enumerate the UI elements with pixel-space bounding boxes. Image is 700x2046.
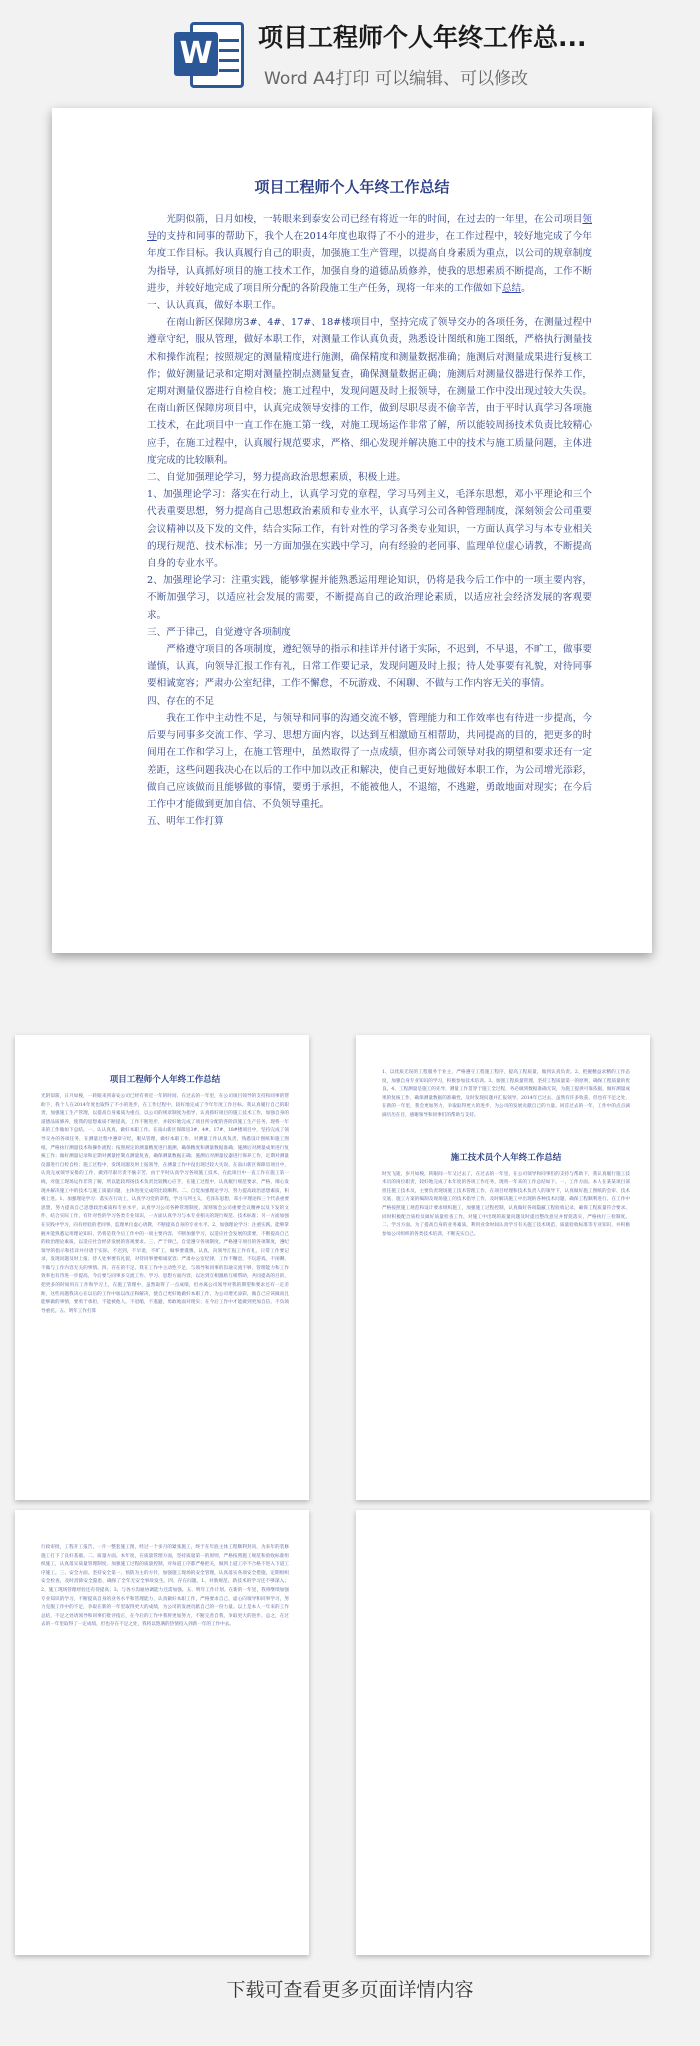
thumbnail-text: 时光飞逝，岁月如梭，转眼间一年又过去了，在过去的一年里，在公司领导和同事们的支持与帮助下，我认真履行施工技术员的岗位职责，较好地完成了本年度的各项工作任务，现将一年来的工作总结如下。一、工作方面。本人在某某项目部担任施工技术员，主要负责现场施工技术管理工作，在项目经理和技术负责人的领导下，认真做好施工图纸的会审、技术交底、施工方案的编制及现场施工的技术指导工作，及时解决施工中出现的各种技术问题，确保工程顺利进行。在工作中严格按照施工规范和设计要求组织施工，加强施工过程控制，认真做好各项隐蔽工程验收记录，确保工程质量符合要求。同时积极配合质检员做好质量检查工作，对施工中出现的质量问题及时提出整改意见并督促落实，严格执行三检制度。二、学习方面。为了提高自身的业务素质，利用业余时间认真学习有关施工技术规范、质量验收标准等专业知识，并积极参加公司组织的各类技术培训，不断充实自己。 <box>382 1171 630 1237</box>
paragraph-text: 的支持和同事的帮助下，我个人在2014年度也取得了不小的进步，在工作过程中，较好地完成了今年年度工作目标。我认真履行自己的职责，加强施工生产管理，以提高自身素质为重点，以公司的规章制度为指导，认真抓好项目的施工技术工作，加强自身的道德品质修养，使我的思想素质不断提高，工作不断进步，并较好地完成了项目所分配的各阶段施工生产任务，现将一年来的工作做如下 <box>147 231 592 294</box>
paragraph-text: 严格遵守项目的各项制度，遵纪领导的指示和挂详并付诸于实际，不迟到，不早退，不旷工，做事要谨慎，认真，向领导汇报工作有礼，日常工作要记录，发现问题及时上报；待人处事要有礼貌，对待同事要相诚宽容；严肃办公室纪律，工作不懈怠，不玩游戏、不闲聊、不做与工作内容无关的事情。 <box>147 644 592 690</box>
document-paragraph <box>147 693 592 710</box>
paragraph-text: 1、加强理论学习：落实在行动上，认真学习党的章程，学习马列主义，毛泽东思想，邓小平理论和三个代表重要思想，努力提高自己思想政治素质和专业水平，认真学习公司各种管理制度，深刻领会公司重要会议精神以及下发的文件，结合实际工作，有针对性的学习各类专业知识，一方面认真学习与本专业相关的现行规范、技术标准；另一方面加强在实践中学习，向有经验的老同事、监理单位虚心请教，不断提高自身的专业水平。 <box>147 489 592 570</box>
thumbnail-text: 行政审批，工程开工报告，一片一整套施工图，经过一个多月的紧张施工，终于在年底主体工程顺利封顶，为来年的装修施工打下了良好基础。二、质量方面。本年度，在质量管理方面，坚持质量第一的原则，严格按照施工规范和验收标准组织施工，认真落实质量管理制度，加强施工过程的质量控制，对每道工序都严格把关，做到上道工序不合格不进入下道工序施工。三、安全方面。坚持安全第一、预防为主的方针，加强施工现场的安全管理，认真落实各项安全措施，定期组织安全检查，及时消除安全隐患，确保了全年无安全事故发生。四、存在问题。1、对新规范、新技术的学习还不够深入；2、施工现场管理经验还有待提高；3、与各方沟通协调能力还需加强。五、明年工作计划。在新的一年里，我将继续加强专业知识的学习，不断提高自身的业务水平和管理能力，认真做好本职工作，严格要求自己，虚心向领导和同事学习，努力克服工作中的不足，争取在新的一年里取得更大的成绩，为公司的发展贡献自己的一份力量。以上是本人一年来的工作总结，不足之处请领导和同事们批评指正，在今后的工作中我将更加努力，不断完善自我，争取更大的进步。总之，在过去的一年里取得了一定成绩，但也存在不足之处，我将以饱满的热情投入到新一年的工作中去。 <box>41 1545 289 1628</box>
thumbnail-title: 项目工程师个人年终工作总结 <box>109 1075 221 1085</box>
document-paragraph <box>147 469 592 486</box>
page-title: 项目工程师个人年终工作总... <box>258 23 587 52</box>
document-body <box>147 211 592 830</box>
thumbnail-text: 光阴似箭，日月如梭，一转眼来到泰安公司已经有将近一年的时间，在过去的一年里，在公司项目领导的支持和同事的帮助下，我个人在2014年度也取得了不小的进步，在工作过程中，较好地完成了今年年度工作目标。我认真履行自己的职责，加强施工生产管理，以提高自身素质为重点，以公司的规章制度为指导，认真抓好项目的施工技术工作，加强自身的道德品质修养，使我的思想素质不断提高，工作不断进步，并较好地完成了项目所分配的各阶段施工生产任务，现将一年来的工作做如下总结。一、认认真真，做好本职工作。在南山新区保障房3#、4#、17#、18#楼项目中，坚持完成了领导交办的各项任务，在测量过程中遵章守纪，服从管理，做好本职工作，对测量工作认真负责，熟悉设计图纸和施工图纸，严格执行测量技术和操作流程；按照规定的测量精度进行施测，确保精度和测量数据准确；施测后对测量成果进行复核工作；做好测量记录和定期对测量控制点测量复查，确保测量数据正确；施测后对测量仪器进行保养工作，定期对测量仪器进行自检自校；施工过程中，发现问题及时上报领导，在测量工作中没出现过较大失误。在南山新区保障房项目中，认真完成领导安排的工作，做到尽职尽责不偷辛苦，由于平时认真学习各项施工技术，在此项目中一直工作在施工第一线，对施工现场运作非常了解，所以能较周扬技术负责比较精心应手，在施工过程中，认真履行规范要求，严格、细心发现并解决施工中的技术与施工质量问题，主体进度完成的比较顺利。二、自觉加强理论学习，努力提高政治思想素质，积极上进。1、加强理论学习：落实在行动上，认真学习党的章程，学习马列主义，毛泽东思想，邓小平理论和三个代表重要思想，努力提高自己思想政治素质和专业水平，认真学习公司各种管理制度，深刻领会公司重要会议精神以及下发的文件，结合实际工作，有针对性的学习各类专业知识，一方面认真学习与本专业相关的现行规范、技术标准；另一方面加强在实践中学习，向有经验的老同事、监理单位虚心请教，不断提高自身的专业水平。2、加强理论学习：注重实践，能够掌握并能熟悉运用理论知识，仍将是我今后工作中的一项主要内容，不断加强学习，以适应社会发展的需要，不断提高自己的政治理论素质，以适应社会经济发展的客观要求。三、严于律己，自觉遵守各项制度。严格遵守项目的各项制度，遵纪领导的指示和挂详并付诸于实际，不迟到，不早退，不旷工，做事要谨慎，认真，向领导汇报工作有礼，日常工作要记录，发现问题及时上报；待人处事要有礼貌，对待同事要相诚宽容；严肃办公室纪律，工作不懈怠，不玩游戏、不闲聊、不做与工作内容无关的事情。四、存在的不足。我在工作中主动性不足，与领导和同事的沟通交流不够，管理能力和工作效率也有待进一步提高，今后要与同事多交流工作、学习、思想方面内容，以达到互相激励互相帮助，共同提高的目的，把更多的时间用在工作和学习上，在施工管理中，虽然取得了一点成绩，但亦离公司领导对我的期望和要求还有一定差距，这些问题我决心在以后的工作中加以改正和解决，使自己更好地做好本职工作，为公司增光添彩，做自己应该做而且能够做的事情，要勇于承担，不能被他人，不退缩，不逃避，勇敢地面对现实；在今后工作中才能做到更加自信、不负领导重托。五、明年工作打算 <box>41 1094 289 1314</box>
document-paragraph <box>147 297 592 314</box>
header <box>0 0 700 90</box>
paragraph-text: 我在工作中主动性不足，与领导和同事的沟通交流不够，管理能力和工作效率也有待进一步提高，今后要与同事多交流工作、学习、思想方面内容，以达到互相激励互相帮助，共同提高的目的，把更多的时间用在工作和学习上，在施工管理中，虽然取得了一点成绩，但亦离公司领导对我的期望和要求还有一定差距，这些问题我决心在以后的工作中加以改正和解决，使自己更好地做好本职工作，为公司增光添彩，做自己应该做而且能够做的事情，要勇于承担，不能被他人，不退缩，不逃避，勇敢地面对现实；在今后工作中才能做到更加自信、不负领导重托。 <box>147 712 592 810</box>
document-paragraph <box>147 211 592 297</box>
thumbnail-title: 施工技术员个人年终工作总结 <box>450 1152 562 1163</box>
document-paragraph <box>147 813 592 830</box>
thumbnail-page-1[interactable] <box>15 1035 309 1500</box>
thumbnail-text: 1、以优质无误的工程服务于业主，严格遵守工程施工程序，提高工程质量，做到认真负责。2、把握精益求精的工作态度，加强自身专业知识的学习，积极参加技术培训。3、加强工程质量管理，坚持工程质量第一的原则，确保工程质量的优良。4、工程测量是施工的先导，测量工作贯穿于施工全过程，务必做到数据准确无误，为施工提供可靠依据，做好测量成果的复核工作，确保测量数据的准确性，及时发现问题并汇报领导。2014年已过去，虽然有许多收获，但也有不足之处，在新的一年里，我会更加努力，争取取得更大的进步，为公司的发展贡献自己的力量。回首过去的一年，工作中的点点滴滴历历在目，感谢领导和同事们的帮助与支持。 <box>382 1070 630 1118</box>
paragraph-text: 三、严于律己，自觉遵守各项制度 <box>147 626 291 638</box>
thumbnail-page-4[interactable] <box>356 1510 650 1955</box>
thumbnail-page-3[interactable] <box>15 1510 309 1955</box>
word-letter: W <box>174 32 218 76</box>
inline-link[interactable]: 领导 <box>147 214 592 243</box>
paragraph-text: 2、加强理论学习：注重实践，能够掌握并能熟悉运用理论知识，仍将是我今后工作中的一项主要内容，不断加强学习，以适应社会发展的需要，不断提高自己的政治理论素质，以适应社会经济发展的客观要求。 <box>147 575 592 621</box>
page-subtitle: Word A4打印 可以编辑、可以修改 <box>264 69 528 89</box>
document-paragraph <box>147 572 592 624</box>
document-paragraph <box>147 486 592 572</box>
document-page-preview <box>52 108 652 953</box>
document-paragraph <box>147 641 592 693</box>
word-doc-icon <box>174 22 244 90</box>
paragraph-text: 五、明年工作打算 <box>147 816 224 828</box>
thumbnail-page-2[interactable] <box>356 1035 650 1500</box>
paragraph-text: 光阴似箭，日月如梭，一转眼来到泰安公司已经有将近一年的时间，在过去的一年里，在公司项目 <box>166 214 583 225</box>
paragraph-text: 四、存在的不足 <box>147 695 215 707</box>
inline-link[interactable]: 总结 <box>501 282 522 294</box>
paragraph-text: 。 <box>521 282 531 294</box>
paragraph-text: 一、认认真真，做好本职工作。 <box>147 300 282 312</box>
paragraph-text: 在南山新区保障房3#、4#、17#、18#楼项目中，坚持完成了领导交办的各项任务，在测量过程中遵章守纪，服从管理，做好本职工作，对测量工作认真负责，熟悉设计图纸和施工图纸，严格执行测量技术和操作流程；按照规定的测量精度进行施测，确保精度和测量数据准确；施测后对测量成果进行复核工作；做好测量记录和定期对测量控制点测量复查，确保测量数据正确；施测后对测量仪器进行保养工作，定期对测量仪器进行自检自校；施工过程中，发现问题及时上报领导，在测量工作中没出现过较大失误。在南山新区保障房项目中，认真完成领导安排的工作，做到尽职尽责不偷辛苦，由于平时认真学习各项施工技术，在此项目中一直工作在施工第一线，对施工现场运作非常了解，所以能较周扬技术负责比较精心应手，在施工过程中，认真履行规范要求，严格、细心发现并解决施工中的技术与施工质量问题，主体进度完成的比较顺利。 <box>147 317 592 466</box>
document-paragraph <box>147 314 592 469</box>
document-paragraph <box>147 624 592 641</box>
more-pages-hint[interactable]: 下载可查看更多页面详情内容 <box>226 1979 474 2001</box>
paragraph-text: 二、自觉加强理论学习，努力提高政治思想素质，积极上进。 <box>147 472 407 484</box>
document-paragraph <box>147 710 592 813</box>
document-title: 项目工程师个人年终工作总结 <box>254 178 450 196</box>
